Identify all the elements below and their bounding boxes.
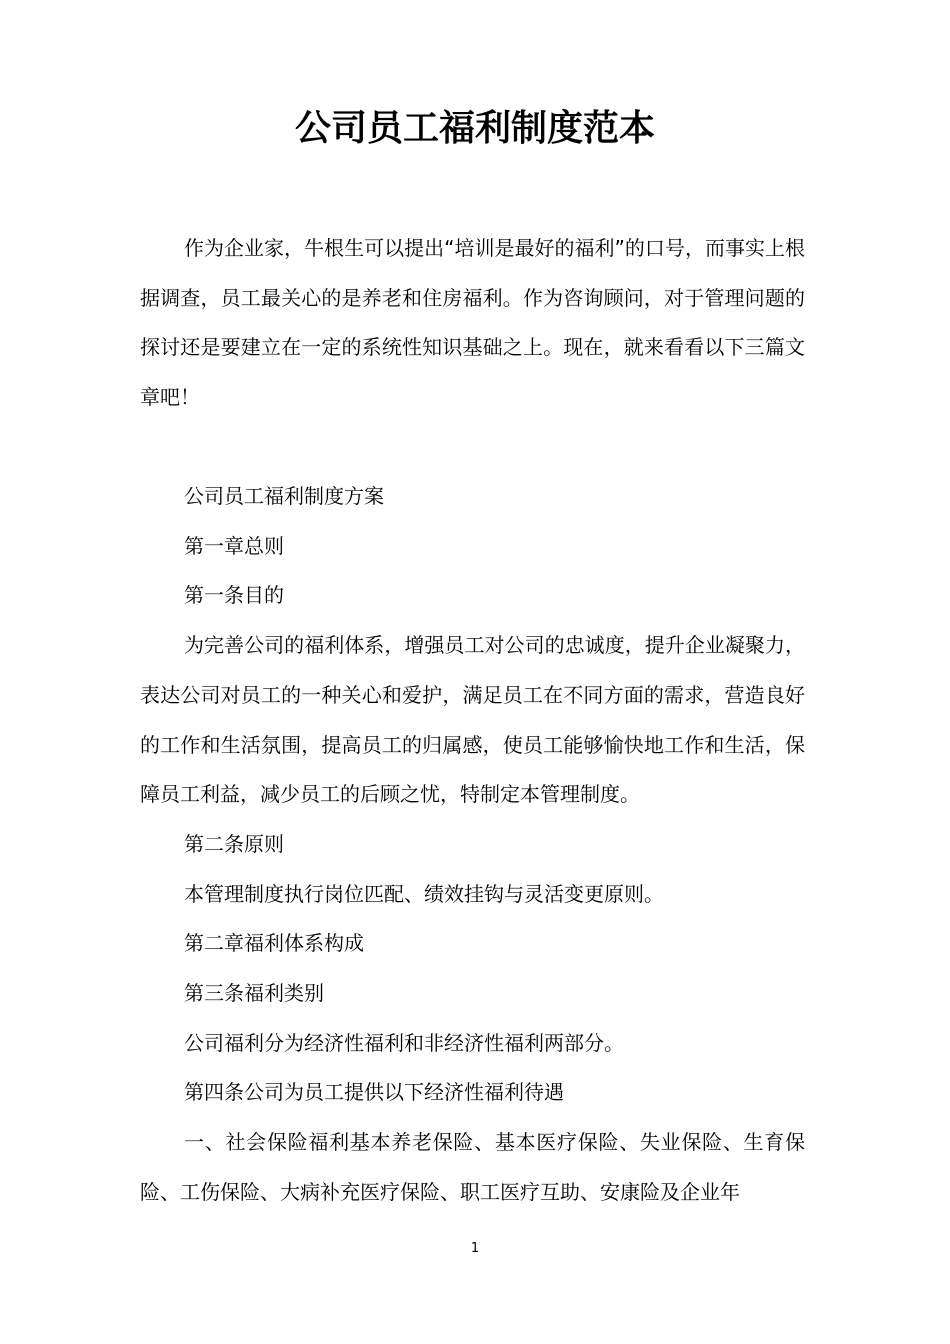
intro-paragraph: 作为企业家，牛根生可以提出“培训是最好的福利”的口号，而事实上根据调查，员工最关心的是养老和住房福利。作为咨询顾问，对于管理问题的探讨还是要建立在一定的系统性知识基础之上。现在，就来看看以下三篇文章吧！ bbox=[140, 236, 805, 410]
article-heading-economic-benefits: 第四条公司为员工提供以下经济性福利待遇 bbox=[184, 1080, 564, 1105]
chapter-heading-benefit-system: 第二章福利体系构成 bbox=[184, 931, 364, 956]
chapter-heading-general: 第一章总则 bbox=[184, 533, 284, 558]
document-title: 公司员工福利制度范本 bbox=[294, 108, 655, 149]
article-heading-benefit-category: 第三条福利类别 bbox=[184, 981, 324, 1006]
article-heading-purpose: 第一条目的 bbox=[184, 583, 284, 608]
paragraph-social-insurance: 一、社会保险福利基本养老保险、基本医疗保险、失业保险、生育保险、工伤保险、大病补充医疗保险、职工医疗互助、安康险及企业年 bbox=[140, 1130, 805, 1204]
page-number: 1 bbox=[470, 1241, 480, 1256]
paragraph-principle: 本管理制度执行岗位匹配、绩效挂钩与灵活变更原则。 bbox=[184, 881, 664, 906]
document-body bbox=[140, 472, 805, 1218]
article-heading-principle: 第二条原则 bbox=[184, 831, 284, 856]
section-heading-plan: 公司员工福利制度方案 bbox=[184, 484, 384, 508]
paragraph-purpose: 为完善公司的福利体系，增强员工对公司的忠诚度，提升企业凝聚力，表达公司对员工的一种关心和爱护，满足员工在不同方面的需求，营造良好的工作和生活氛围，提高员工的归属感，使员工能够愉快地工作和生活，保障员工利益，减少员工的后顾之忧，特制定本管理制度。 bbox=[140, 633, 805, 807]
paragraph-benefit-category: 公司福利分为经济性福利和非经济性福利两部分。 bbox=[184, 1030, 624, 1055]
